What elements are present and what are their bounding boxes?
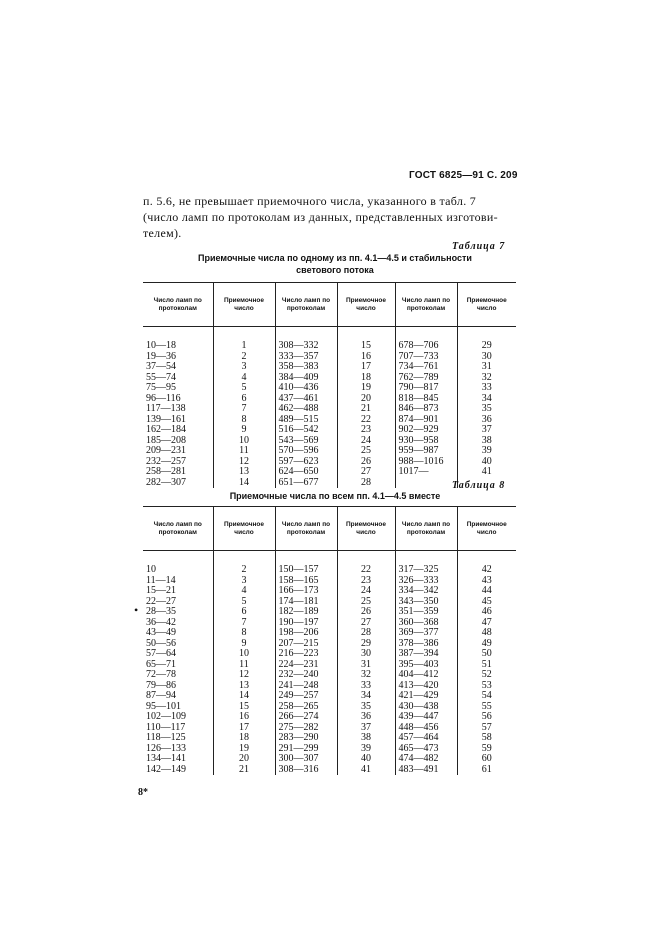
acceptance-number-cell: 19 xyxy=(337,383,395,394)
spacer-cell xyxy=(275,551,337,566)
lamp-count-cell: 241—248 xyxy=(275,681,337,692)
table-row xyxy=(143,362,516,373)
lamp-count-cell: 117—138 xyxy=(146,403,186,414)
lamp-count-cell: 308—316 xyxy=(275,765,337,776)
acceptance-number-cell: 21 xyxy=(213,765,275,776)
lamp-count-cell: 36—42 xyxy=(146,616,176,628)
spacer-cell xyxy=(143,551,213,566)
acceptance-number-cell: 52 xyxy=(457,670,516,681)
acceptance-number-cell: 24 xyxy=(337,436,395,447)
acceptance-number-cell: 59 xyxy=(457,744,516,755)
lamp-count-cell: 358—383 xyxy=(275,362,337,373)
lamp-count-cell: 707—733 xyxy=(395,352,457,363)
spacer-cell xyxy=(143,327,213,342)
spacer-cell xyxy=(213,551,275,566)
acceptance-number-cell: 11 xyxy=(213,660,275,671)
acceptance-number-cell: 6 xyxy=(213,394,275,405)
acceptance-number-cell: 53 xyxy=(457,681,516,692)
lamp-count-cell: 360—368 xyxy=(395,618,457,629)
lamp-count-cell: 395—403 xyxy=(395,660,457,671)
lamp-count-cell: 516—542 xyxy=(275,425,337,436)
acceptance-number-cell: 2 xyxy=(213,352,275,363)
lamp-count-cell: 166—173 xyxy=(275,586,337,597)
acceptance-number-cell: 22 xyxy=(337,415,395,426)
acceptance-number-cell: 7 xyxy=(213,618,275,629)
table-row xyxy=(143,618,516,629)
table-row xyxy=(143,744,516,755)
lamp-count-cell: 258—265 xyxy=(275,702,337,713)
acceptance-number-cell: 5 xyxy=(213,597,275,608)
lamp-count-cell: 448—456 xyxy=(395,723,457,734)
acceptance-number-cell: 15 xyxy=(213,702,275,713)
acceptance-number-cell: 40 xyxy=(457,457,516,468)
lamp-count-cell: 818—845 xyxy=(395,394,457,405)
lamp-count-cell: 79—86 xyxy=(146,679,176,691)
acceptance-number-cell: 20 xyxy=(337,394,395,405)
acceptance-number-cell: 27 xyxy=(337,618,395,629)
table8-title: Приемочные числа по всем пп. 4.1—4.5 вместе xyxy=(229,491,441,501)
table7-col-header: Приемочное число xyxy=(337,283,395,327)
spacer-cell xyxy=(457,327,516,342)
acceptance-number-cell: 45 xyxy=(457,597,516,608)
acceptance-number-cell: 8 xyxy=(213,415,275,426)
acceptance-number-cell: 3 xyxy=(213,576,275,587)
acceptance-number-cell: 34 xyxy=(337,691,395,702)
lamp-count-cell: 874—901 xyxy=(395,415,457,426)
lamp-count-cell: 597—623 xyxy=(275,457,337,468)
acceptance-number-cell: 37 xyxy=(337,723,395,734)
lamp-count-cell: 11—14 xyxy=(146,574,176,586)
acceptance-number-cell: 43 xyxy=(457,576,516,587)
acceptance-number-cell: 26 xyxy=(337,457,395,468)
acceptance-number-cell: 18 xyxy=(213,733,275,744)
table8-label: Таблица 8 xyxy=(452,480,506,491)
lamp-count-cell: 182—189 xyxy=(275,607,337,618)
lamp-count-cell: 413—420 xyxy=(395,681,457,692)
acceptance-number-cell: 32 xyxy=(457,373,516,384)
acceptance-number-cell: 26 xyxy=(337,607,395,618)
acceptance-number-cell: 57 xyxy=(457,723,516,734)
acceptance-number-cell: 10 xyxy=(213,649,275,660)
lamp-count-cell: 249—257 xyxy=(275,691,337,702)
intro-paragraph xyxy=(143,193,513,241)
table-row xyxy=(143,723,516,734)
lamp-count-cell: 10 xyxy=(146,564,156,575)
acceptance-number-cell: 46 xyxy=(457,607,516,618)
table-row xyxy=(143,404,516,415)
lamp-count-cell: 457—464 xyxy=(395,733,457,744)
lamp-count-cell: 570—596 xyxy=(275,446,337,457)
acceptance-number-cell: 30 xyxy=(457,352,516,363)
lamp-count-cell: 10—18 xyxy=(146,340,176,351)
acceptance-number-cell: 2 xyxy=(213,565,275,576)
lamp-count-cell: 846—873 xyxy=(395,404,457,415)
acceptance-number-cell: 4 xyxy=(213,373,275,384)
acceptance-number-cell: 1 xyxy=(213,341,275,352)
lamp-count-cell: 95—101 xyxy=(146,700,181,712)
lamp-count-cell: 300—307 xyxy=(275,754,337,765)
lamp-count-cell: 410—436 xyxy=(275,383,337,394)
table-7 xyxy=(143,282,516,488)
table8-col-header: Число ламп по протоколам xyxy=(153,520,202,536)
table-row xyxy=(143,446,516,457)
lamp-count-cell: 369—377 xyxy=(395,628,457,639)
table8-col-header: Число ламп по протоколам xyxy=(395,507,457,551)
acceptance-number-cell: 13 xyxy=(213,681,275,692)
table7-col-header: Приемочное число xyxy=(457,283,516,327)
acceptance-number-cell: 23 xyxy=(337,425,395,436)
lamp-count-cell: 483—491 xyxy=(395,765,457,776)
lamp-count-cell: 988—1016 xyxy=(395,457,457,468)
table7-title-line2: светового потока xyxy=(296,265,374,275)
acceptance-number-cell: 60 xyxy=(457,754,516,765)
table-row xyxy=(143,565,516,576)
lamp-count-cell: 87—94 xyxy=(146,690,176,701)
table-row xyxy=(143,702,516,713)
acceptance-number-cell: 20 xyxy=(213,754,275,765)
lamp-count-cell: 258—281 xyxy=(146,466,186,477)
acceptance-number-cell: 41 xyxy=(337,765,395,776)
table8-col-header: Приемочное число xyxy=(213,507,275,551)
acceptance-number-cell: 35 xyxy=(457,404,516,415)
table-row xyxy=(143,436,516,447)
table-row xyxy=(143,754,516,765)
lamp-count-cell: 489—515 xyxy=(275,415,337,426)
lamp-count-cell: 543—569 xyxy=(275,436,337,447)
lamp-count-cell: 291—299 xyxy=(275,744,337,755)
lamp-count-cell: 430—438 xyxy=(395,702,457,713)
lamp-count-cell: 232—240 xyxy=(275,670,337,681)
spacer-cell xyxy=(395,551,457,566)
lamp-count-cell: 902—929 xyxy=(395,425,457,436)
acceptance-number-cell: 28 xyxy=(337,628,395,639)
lamp-count-cell: 334—342 xyxy=(395,586,457,597)
acceptance-number-cell: 36 xyxy=(457,415,516,426)
acceptance-number-cell: 61 xyxy=(457,765,516,776)
acceptance-number-cell: 55 xyxy=(457,702,516,713)
acceptance-number-cell: 44 xyxy=(457,586,516,597)
table-row xyxy=(143,670,516,681)
acceptance-number-cell: 14 xyxy=(213,691,275,702)
lamp-count-cell: 96—116 xyxy=(146,392,181,404)
table-row xyxy=(143,628,516,639)
acceptance-number-cell: 14 xyxy=(213,478,275,489)
lamp-count-cell: 198—206 xyxy=(275,628,337,639)
lamp-count-cell: 118—125 xyxy=(146,732,186,743)
table-row xyxy=(143,639,516,650)
lamp-count-cell: 37—54 xyxy=(146,361,176,372)
acceptance-number-cell: 33 xyxy=(457,383,516,394)
acceptance-number-cell: 36 xyxy=(337,712,395,723)
spacer-cell xyxy=(395,327,457,342)
lamp-count-cell: 930—958 xyxy=(395,436,457,447)
table7-title xyxy=(150,252,520,276)
lamp-count-cell: 207—215 xyxy=(275,639,337,650)
lamp-count-cell: 465—473 xyxy=(395,744,457,755)
lamp-count-cell: 266—274 xyxy=(275,712,337,723)
acceptance-number-cell: 16 xyxy=(337,352,395,363)
acceptance-number-cell: 11 xyxy=(213,446,275,457)
table-row xyxy=(143,765,516,776)
paragraph-line: телем). xyxy=(143,226,182,240)
lamp-count-cell: 474—482 xyxy=(395,754,457,765)
acceptance-number-cell: 48 xyxy=(457,628,516,639)
acceptance-number-cell: 41 xyxy=(457,467,516,478)
acceptance-number-cell: 34 xyxy=(457,394,516,405)
table-row xyxy=(143,352,516,363)
acceptance-number-cell: 8 xyxy=(213,628,275,639)
paragraph-line: п. 5.6, не превышает приемочного числа, указанного в табл. 7 xyxy=(143,194,477,208)
lamp-count-cell: 22—27 xyxy=(146,595,176,607)
table-row xyxy=(143,607,516,618)
lamp-count-cell: 317—325 xyxy=(395,565,457,576)
acceptance-number-cell: 25 xyxy=(337,597,395,608)
acceptance-number-cell: 32 xyxy=(337,670,395,681)
acceptance-number-cell: 3 xyxy=(213,362,275,373)
table8-spacer-row xyxy=(143,551,516,566)
lamp-count-cell: 19—36 xyxy=(146,350,176,362)
lamp-count-cell: 439—447 xyxy=(395,712,457,723)
lamp-count-cell: 75—95 xyxy=(146,382,176,393)
acceptance-number-cell: 22 xyxy=(337,565,395,576)
acceptance-number-cell: 47 xyxy=(457,618,516,629)
acceptance-number-cell: 37 xyxy=(457,425,516,436)
lamp-count-cell: 65—71 xyxy=(146,658,176,670)
table-row xyxy=(143,733,516,744)
acceptance-number-cell: 7 xyxy=(213,404,275,415)
table-row xyxy=(143,425,516,436)
lamp-count-cell: 57—64 xyxy=(146,648,176,659)
lamp-count-cell: 462—488 xyxy=(275,404,337,415)
table7-col-header: Число ламп по протоколам xyxy=(275,283,337,327)
acceptance-number-cell: 12 xyxy=(213,670,275,681)
lamp-count-cell: 421—429 xyxy=(395,691,457,702)
lamp-count-cell: 139—161 xyxy=(146,413,186,425)
acceptance-number-cell: 40 xyxy=(337,754,395,765)
acceptance-number-cell: 54 xyxy=(457,691,516,702)
acceptance-number-cell: 33 xyxy=(337,681,395,692)
lamp-count-cell: 50—56 xyxy=(146,637,176,649)
lamp-count-cell xyxy=(395,478,457,489)
table-row xyxy=(143,415,516,426)
lamp-count-cell: 28—35 xyxy=(146,606,176,617)
table-row xyxy=(143,649,516,660)
acceptance-number-cell: 31 xyxy=(457,362,516,373)
acceptance-number-cell: 17 xyxy=(213,723,275,734)
acceptance-number-cell: 42 xyxy=(457,565,516,576)
table8-header-row xyxy=(143,507,516,551)
lamp-count-cell: 158—165 xyxy=(275,576,337,587)
acceptance-number-cell: 15 xyxy=(337,341,395,352)
acceptance-number-cell: 17 xyxy=(337,362,395,373)
lamp-count-cell: 232—257 xyxy=(146,455,186,467)
lamp-count-cell: 308—332 xyxy=(275,341,337,352)
acceptance-number-cell: 35 xyxy=(337,702,395,713)
margin-mark: • xyxy=(134,603,139,617)
acceptance-number-cell: 27 xyxy=(337,467,395,478)
lamp-count-cell: 185—208 xyxy=(146,434,186,446)
acceptance-number-cell: 28 xyxy=(337,478,395,489)
spacer-cell xyxy=(457,551,516,566)
lamp-count-cell: 343—350 xyxy=(395,597,457,608)
lamp-count-cell: 1017— xyxy=(395,467,457,478)
lamp-count-cell: 790—817 xyxy=(395,383,457,394)
lamp-count-cell: 678—706 xyxy=(395,341,457,352)
lamp-count-cell: 404—412 xyxy=(395,670,457,681)
table7-col-header: Число ламп по протоколам xyxy=(395,283,457,327)
lamp-count-cell: 959—987 xyxy=(395,446,457,457)
lamp-count-cell: 282—307 xyxy=(146,476,186,488)
lamp-count-cell: 624—650 xyxy=(275,467,337,478)
lamp-count-cell: 734—761 xyxy=(395,362,457,373)
table-row xyxy=(143,597,516,608)
lamp-count-cell: 437—461 xyxy=(275,394,337,405)
acceptance-number-cell: 39 xyxy=(457,446,516,457)
table-8 xyxy=(143,506,516,775)
acceptance-number-cell: 38 xyxy=(337,733,395,744)
lamp-count-cell: 326—333 xyxy=(395,576,457,587)
lamp-count-cell: 378—386 xyxy=(395,639,457,650)
table7-title-line1: Приемочные числа по одному из пп. 4.1—4.5 и стабильности xyxy=(198,253,472,263)
table-row xyxy=(143,660,516,671)
table-row xyxy=(143,712,516,723)
lamp-count-cell: 190—197 xyxy=(275,618,337,629)
page-header: ГОСТ 6825—91 С. 209 xyxy=(409,170,518,181)
table8-col-header: Приемочное число xyxy=(457,507,516,551)
acceptance-number-cell: 13 xyxy=(213,467,275,478)
table-row xyxy=(143,691,516,702)
acceptance-number-cell: 9 xyxy=(213,425,275,436)
lamp-count-cell: 351—359 xyxy=(395,607,457,618)
lamp-count-cell: 209—231 xyxy=(146,445,186,456)
acceptance-number-cell: 29 xyxy=(337,639,395,650)
acceptance-number-cell: 49 xyxy=(457,639,516,650)
acceptance-number-cell: 9 xyxy=(213,639,275,650)
acceptance-number-cell: 51 xyxy=(457,660,516,671)
lamp-count-cell: 55—74 xyxy=(146,371,176,383)
lamp-count-cell: 651—677 xyxy=(275,478,337,489)
table-row xyxy=(143,467,516,478)
lamp-count-cell: 110—117 xyxy=(146,721,186,733)
acceptance-number-cell: 24 xyxy=(337,586,395,597)
lamp-count-cell: 150—157 xyxy=(275,565,337,576)
spacer-cell xyxy=(337,551,395,566)
table7-label: Таблица 7 xyxy=(452,241,506,252)
acceptance-number-cell: 16 xyxy=(213,712,275,723)
spacer-cell xyxy=(337,327,395,342)
table-row xyxy=(143,681,516,692)
paragraph-line: (число ламп по протоколам из данных, представленных изготови- xyxy=(143,210,498,224)
spacer-cell xyxy=(213,327,275,342)
lamp-count-cell: 283—290 xyxy=(275,733,337,744)
acceptance-number-cell: 12 xyxy=(213,457,275,468)
acceptance-number-cell: 25 xyxy=(337,446,395,457)
lamp-count-cell: 102—109 xyxy=(146,711,186,722)
lamp-count-cell: 333—357 xyxy=(275,352,337,363)
acceptance-number-cell: 23 xyxy=(337,576,395,587)
lamp-count-cell: 216—223 xyxy=(275,649,337,660)
table-row xyxy=(143,373,516,384)
table-row xyxy=(143,341,516,352)
lamp-count-cell: 762—789 xyxy=(395,373,457,384)
acceptance-number-cell: 5 xyxy=(213,383,275,394)
table-row xyxy=(143,576,516,587)
table8-col-header: Приемочное число xyxy=(337,507,395,551)
table7-col-header: Приемочное число xyxy=(213,283,275,327)
lamp-count-cell: 174—181 xyxy=(275,597,337,608)
table-row xyxy=(143,586,516,597)
lamp-count-cell: 387—394 xyxy=(395,649,457,660)
lamp-count-cell: 15—21 xyxy=(146,585,176,596)
lamp-count-cell: 224—231 xyxy=(275,660,337,671)
table-row xyxy=(143,457,516,468)
acceptance-number-cell: 39 xyxy=(337,744,395,755)
spacer-cell xyxy=(275,327,337,342)
lamp-count-cell: 162—184 xyxy=(146,424,186,435)
acceptance-number-cell: 31 xyxy=(337,660,395,671)
table8-col-header: Число ламп по протоколам xyxy=(275,507,337,551)
acceptance-number-cell: 56 xyxy=(457,712,516,723)
table7-col-header: Число ламп по протоколам xyxy=(153,296,202,312)
acceptance-number-cell: 58 xyxy=(457,733,516,744)
table-row xyxy=(143,394,516,405)
acceptance-number-cell: 30 xyxy=(337,649,395,660)
table-row xyxy=(143,383,516,394)
lamp-count-cell: 134—141 xyxy=(146,753,186,764)
page-footnote-mark: 8* xyxy=(138,787,148,798)
table7-spacer-row xyxy=(143,327,516,342)
acceptance-number-cell: 19 xyxy=(213,744,275,755)
lamp-count-cell: 43—49 xyxy=(146,627,176,638)
table7-header-row xyxy=(143,283,516,327)
acceptance-number-cell: 50 xyxy=(457,649,516,660)
acceptance-number-cell: 10 xyxy=(213,436,275,447)
lamp-count-cell: 72—78 xyxy=(146,669,176,680)
acceptance-number-cell: 4 xyxy=(213,586,275,597)
acceptance-number-cell: 29 xyxy=(457,341,516,352)
lamp-count-cell: 384—409 xyxy=(275,373,337,384)
lamp-count-cell: 142—149 xyxy=(146,763,186,775)
lamp-count-cell: 126—133 xyxy=(146,742,186,754)
lamp-count-cell: 275—282 xyxy=(275,723,337,734)
acceptance-number-cell: 6 xyxy=(213,607,275,618)
acceptance-number-cell: 38 xyxy=(457,436,516,447)
acceptance-number-cell: 18 xyxy=(337,373,395,384)
acceptance-number-cell: 21 xyxy=(337,404,395,415)
